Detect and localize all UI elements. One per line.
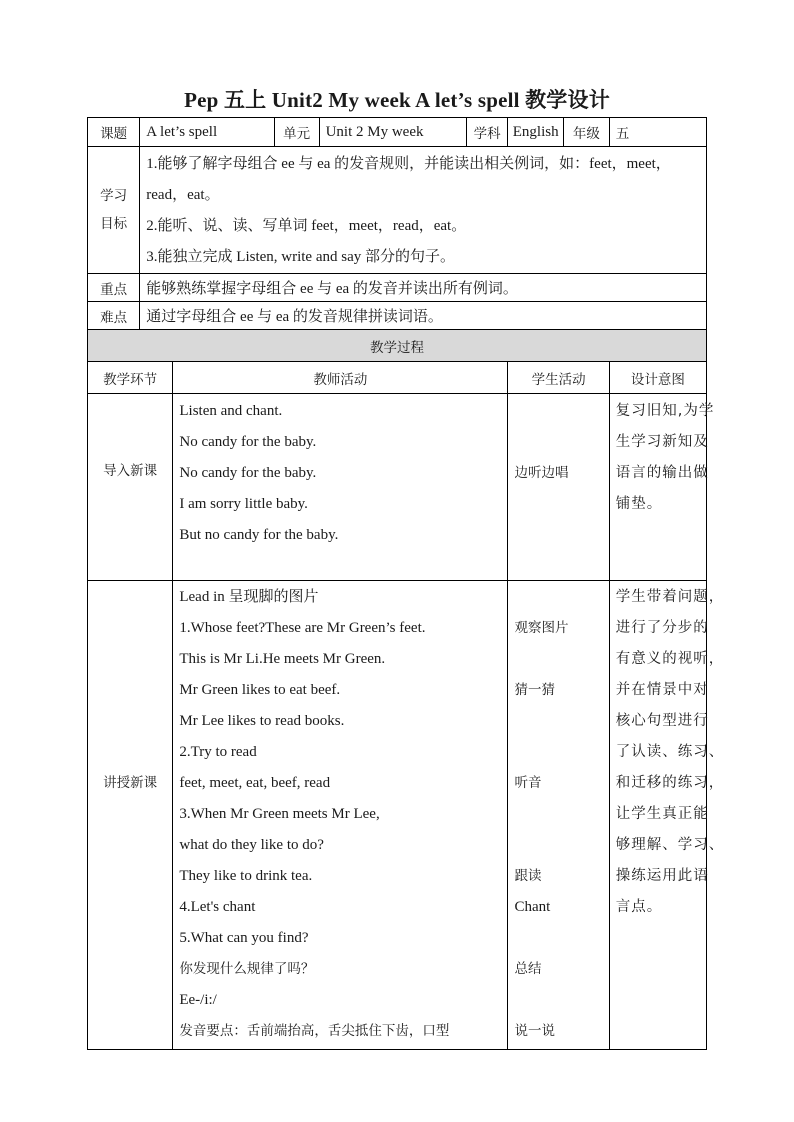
teacher-line: 发音要点：舌前端抬高，舌尖抵住下齿，口型 bbox=[179, 1023, 450, 1039]
column-header-teacher: 教师活动 bbox=[173, 362, 508, 394]
key-point-label: 重点 bbox=[88, 274, 140, 302]
student-line: Chant bbox=[514, 899, 551, 915]
design-intent-cell bbox=[609, 581, 725, 1050]
teacher-line: I am sorry little baby. bbox=[179, 496, 308, 512]
subject-value: English bbox=[508, 118, 563, 147]
teacher-line: No candy for the baby. bbox=[179, 465, 317, 481]
objectives-content bbox=[140, 147, 707, 274]
teacher-activity-cell bbox=[173, 394, 508, 581]
teacher-line: 4.Let's chant bbox=[179, 899, 256, 915]
student-line: 总结 bbox=[514, 961, 542, 977]
student-line bbox=[514, 644, 608, 675]
teacher-line: Listen and chant. bbox=[179, 403, 283, 419]
unit-label: 单元 bbox=[274, 118, 319, 147]
topic-label: 课题 bbox=[88, 118, 140, 147]
student-line: 猜一猜 bbox=[514, 682, 555, 698]
subject-label: 学科 bbox=[466, 118, 508, 147]
teacher-line: 5.What can you find? bbox=[179, 930, 309, 946]
student-line: 跟读 bbox=[514, 868, 542, 884]
teacher-line: what do they like to do? bbox=[179, 837, 324, 853]
student-line bbox=[514, 830, 608, 861]
teacher-line: 你发现什么规律了吗？ bbox=[179, 961, 315, 977]
column-header-stage: 教学环节 bbox=[88, 362, 173, 394]
teacher-line: This is Mr Li.He meets Mr Green. bbox=[179, 651, 386, 667]
objectives-label-line2: 目标 bbox=[100, 216, 128, 232]
objectives-label bbox=[88, 147, 140, 274]
teacher-activity-cell bbox=[173, 581, 508, 1050]
process-header: 教学过程 bbox=[88, 330, 707, 362]
teacher-line: 1.Whose feet?These are Mr Green’s feet. bbox=[179, 620, 426, 636]
student-activity: 边听边唱 bbox=[508, 394, 609, 581]
student-line bbox=[514, 799, 608, 830]
teacher-line: 2.Try to read bbox=[179, 744, 257, 760]
intent-line: 复习旧知,为学 bbox=[615, 403, 715, 419]
intent-line: 言点。 bbox=[615, 899, 663, 915]
unit-value: Unit 2 My week bbox=[319, 118, 466, 147]
intent-line: 够理解、学习、 bbox=[615, 837, 725, 853]
objective-line: 1.能够了解字母组合 ee 与 ea 的发音规则，并能读出相关例词，如：feet，meet， bbox=[146, 156, 671, 172]
topic-value: A let’s spell bbox=[140, 118, 274, 147]
teacher-line: Ee-/i:/ bbox=[179, 992, 217, 1008]
student-line bbox=[514, 706, 608, 737]
intent-line: 并在情景中对 bbox=[615, 682, 709, 698]
page-title: Pep 五上 Unit2 My week A let’s spell 教学设计 bbox=[184, 88, 610, 112]
teacher-line: They like to drink tea. bbox=[179, 868, 313, 884]
intent-line: 操练运用此语 bbox=[615, 868, 709, 884]
intent-line: 核心句型进行 bbox=[615, 713, 709, 729]
stage-name: 讲授新课 bbox=[88, 581, 173, 1050]
student-line: 说一说 bbox=[514, 1023, 555, 1039]
difficulty-text: 通过字母组合 ee 与 ea 的发音规律拼读词语。 bbox=[140, 302, 707, 330]
column-header-intent: 设计意图 bbox=[609, 362, 706, 394]
student-line bbox=[514, 737, 608, 768]
column-header-student: 学生活动 bbox=[508, 362, 609, 394]
intent-line: 了认读、练习、 bbox=[615, 744, 725, 760]
grade-label: 年级 bbox=[563, 118, 609, 147]
student-line bbox=[514, 582, 608, 613]
intent-line: 学生带着问题， bbox=[615, 589, 725, 605]
lesson-plan-table bbox=[87, 117, 725, 1050]
teacher-line: 3.When Mr Green meets Mr Lee, bbox=[179, 806, 380, 822]
teacher-line: No candy for the baby. bbox=[179, 434, 317, 450]
teacher-line: Mr Green likes to eat beef. bbox=[179, 682, 341, 698]
intent-line: 语言的输出做 bbox=[615, 465, 709, 481]
intent-line: 有意义的视听， bbox=[615, 651, 725, 667]
difficulty-label: 难点 bbox=[88, 302, 140, 330]
intent-line: 让学生真正能 bbox=[615, 806, 709, 822]
grade-value: 五 bbox=[609, 118, 706, 147]
key-point-text: 能够熟练掌握字母组合 ee 与 ea 的发音并读出所有例词。 bbox=[140, 274, 707, 302]
teacher-line: Lead in 呈现脚的图片 bbox=[179, 589, 319, 605]
intent-line: 铺垫。 bbox=[615, 496, 663, 512]
objective-line: 3.能独立完成 Listen, write and say 部分的句子。 bbox=[146, 249, 455, 265]
student-line: 观察图片 bbox=[514, 620, 569, 636]
teacher-line: feet, meet, eat, beef, read bbox=[179, 775, 331, 791]
teacher-line: But no candy for the baby. bbox=[179, 527, 339, 543]
objectives-label-line1: 学习 bbox=[100, 188, 128, 204]
student-line bbox=[514, 985, 608, 1016]
intent-line: 生学习新知及 bbox=[615, 434, 709, 450]
objective-line: read，eat。 bbox=[146, 187, 220, 203]
intent-line: 进行了分步的 bbox=[615, 620, 709, 636]
design-intent-cell bbox=[609, 394, 715, 581]
student-line bbox=[514, 923, 608, 954]
student-line: 听音 bbox=[514, 775, 542, 791]
stage-name: 导入新课 bbox=[88, 394, 173, 581]
intent-line: 和迁移的练习， bbox=[615, 775, 725, 791]
student-activity-cell bbox=[508, 581, 609, 1050]
objective-line: 2.能听、说、读、写单词 feet，meet，read，eat。 bbox=[146, 218, 467, 234]
teacher-line: Mr Lee likes to read books. bbox=[179, 713, 345, 729]
